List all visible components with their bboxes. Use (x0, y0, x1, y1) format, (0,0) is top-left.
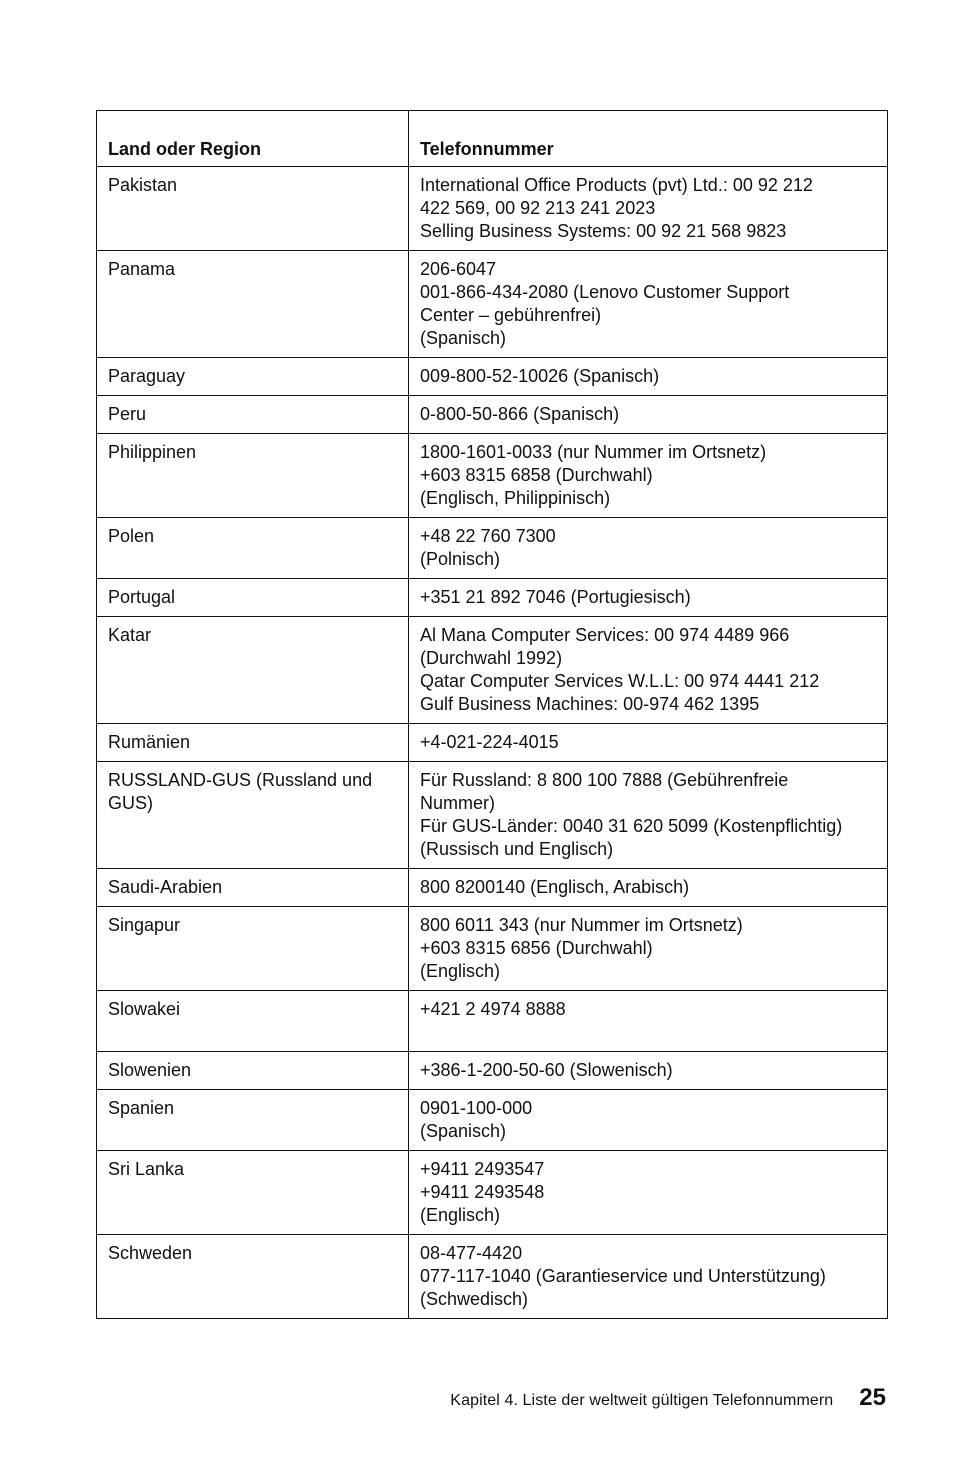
phone-cell (409, 869, 888, 907)
phone-line: 800 8200140 (Englisch, Arabisch) (420, 877, 690, 897)
region-cell: Philippinen (97, 434, 409, 518)
region-cell: Panama (97, 251, 409, 358)
phone-cell (409, 762, 888, 869)
region-cell: Portugal (97, 579, 409, 617)
phone-cell (409, 907, 888, 991)
phone-line: +48 22 760 7300 (420, 526, 556, 546)
table-row (97, 579, 888, 617)
phone-line: 009-800-52-10026 (Spanisch) (420, 366, 660, 386)
phone-line: +4-021-224-4015 (420, 732, 559, 752)
region-cell: Pakistan (97, 167, 409, 251)
phone-line: +386-1-200-50-60 (Slowenisch) (420, 1060, 673, 1080)
table-row (97, 167, 888, 251)
table-body (97, 167, 888, 1319)
page-number: 25 (859, 1384, 886, 1411)
phone-line: Center – gebührenfrei) (420, 305, 602, 325)
phone-cell (409, 1235, 888, 1319)
phone-line: +603 8315 6856 (Durchwahl) (420, 938, 653, 958)
phone-line: 08-477-4420 (420, 1243, 523, 1263)
region-cell: Saudi-Arabien (97, 869, 409, 907)
table-header-row (97, 111, 888, 167)
phone-line: 0-800-50-866 (Spanisch) (420, 404, 620, 424)
phone-line: (Englisch) (420, 1205, 501, 1225)
phone-line: Al Mana Computer Services: 00 974 4489 966 (420, 625, 790, 645)
phone-line: International Office Products (pvt) Ltd.: 00 92 212 (420, 175, 813, 195)
region-cell: Polen (97, 518, 409, 579)
region-cell: RUSSLAND-GUS (Russland und GUS) (97, 762, 409, 869)
region-cell: Spanien (97, 1090, 409, 1151)
phone-line: Für GUS-Länder: 0040 31 620 5099 (Kostenpflichtig) (420, 816, 843, 836)
phone-cell (409, 251, 888, 358)
region-cell: Schweden (97, 1235, 409, 1319)
phone-line: +603 8315 6858 (Durchwahl) (420, 465, 653, 485)
column-header-phone: Telefonnummer (409, 111, 888, 167)
phone-cell (409, 1151, 888, 1235)
region-cell: Peru (97, 396, 409, 434)
table-row (97, 518, 888, 579)
region-cell: Katar (97, 617, 409, 724)
table-row (97, 251, 888, 358)
table-row (97, 724, 888, 762)
phone-line: +9411 2493548 (420, 1182, 545, 1202)
table-row (97, 1235, 888, 1319)
phone-line: (Englisch, Philippinisch) (420, 488, 611, 508)
table-row (97, 991, 888, 1052)
phone-line: 0901-100-000 (420, 1098, 533, 1118)
table-row (97, 617, 888, 724)
phone-cell (409, 434, 888, 518)
page-footer (450, 1384, 886, 1412)
column-header-region: Land oder Region (97, 111, 409, 167)
phone-cell (409, 396, 888, 434)
phone-cell (409, 518, 888, 579)
phone-number-table (96, 110, 888, 1319)
phone-line: +351 21 892 7046 (Portugiesisch) (420, 587, 691, 607)
phone-line: (Schwedisch) (420, 1289, 529, 1309)
table-row (97, 1090, 888, 1151)
phone-cell (409, 617, 888, 724)
table-row (97, 762, 888, 869)
table-row (97, 1052, 888, 1090)
region-cell: Rumänien (97, 724, 409, 762)
region-cell: Paraguay (97, 358, 409, 396)
phone-line: (Englisch) (420, 961, 501, 981)
phone-cell (409, 167, 888, 251)
phone-line: Qatar Computer Services W.L.L: 00 974 4441 212 (420, 671, 820, 691)
phone-line: +421 2 4974 8888 (420, 999, 566, 1019)
phone-cell (409, 1090, 888, 1151)
phone-line: (Spanisch) (420, 328, 507, 348)
phone-cell (409, 1052, 888, 1090)
table-row (97, 358, 888, 396)
phone-line: 206-6047 (420, 259, 497, 279)
phone-line: 800 6011 343 (nur Nummer im Ortsnetz) (420, 915, 743, 935)
phone-cell (409, 579, 888, 617)
phone-line: +9411 2493547 (420, 1159, 545, 1179)
phone-line: Für Russland: 8 800 100 7888 (Gebührenfreie (420, 770, 789, 790)
table-row (97, 1151, 888, 1235)
phone-cell (409, 358, 888, 396)
phone-line: Nummer) (420, 793, 495, 813)
phone-line: 001-866-434-2080 (Lenovo Customer Support (420, 282, 790, 302)
region-cell: Sri Lanka (97, 1151, 409, 1235)
phone-cell (409, 724, 888, 762)
phone-cell (409, 991, 888, 1052)
table-row (97, 907, 888, 991)
phone-line: Selling Business Systems: 00 92 21 568 9823 (420, 221, 787, 241)
region-cell: Singapur (97, 907, 409, 991)
region-cell: Slowakei (97, 991, 409, 1052)
table-row (97, 396, 888, 434)
phone-line: 1800-1601-0033 (nur Nummer im Ortsnetz) (420, 442, 767, 462)
phone-line: (Russisch und Englisch) (420, 839, 614, 859)
phone-line: Gulf Business Machines: 00-974 462 1395 (420, 694, 760, 714)
table-row (97, 434, 888, 518)
chapter-title: Kapitel 4. Liste der weltweit gültigen Telefonnummern (450, 1392, 834, 1409)
region-cell: Slowenien (97, 1052, 409, 1090)
phone-line: (Durchwahl 1992) (420, 648, 563, 668)
phone-line: 422 569, 00 92 213 241 2023 (420, 198, 656, 218)
phone-line: (Polnisch) (420, 549, 501, 569)
table-row (97, 869, 888, 907)
phone-line: (Spanisch) (420, 1121, 507, 1141)
phone-line: 077-117-1040 (Garantieservice und Unterstützung) (420, 1266, 826, 1286)
